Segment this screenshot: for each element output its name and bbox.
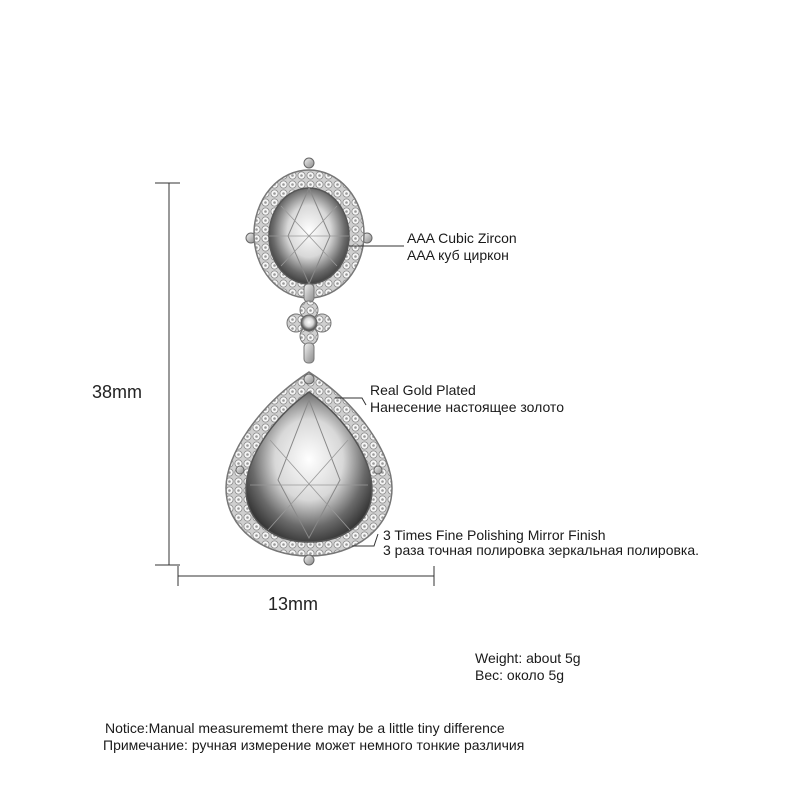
weight-label-en: Weight: about 5g — [475, 650, 581, 666]
gold-label-ru: Нанесение настоящее золото — [370, 399, 564, 415]
notice-text-en: Notice:Manual measurememt there may be a little tiny difference — [105, 720, 505, 736]
width-dimension-label: 13mm — [268, 594, 319, 614]
width-dimension-line — [178, 566, 434, 586]
zircon-label-ru: AAA куб циркон — [407, 247, 509, 263]
polish-label-ru: 3 раза точная полировка зеркальная полировка. — [383, 542, 700, 558]
notice-text-ru: Примечание: ручная измерение может немного тонкие различия — [103, 737, 525, 753]
gold-label-en: Real Gold Plated — [370, 382, 476, 398]
weight-label-ru: Вес: около 5g — [475, 667, 565, 683]
zircon-label-en: AAA Cubic Zircon — [407, 230, 517, 246]
polish-label-en: 3 Times Fine Polishing Mirror Finish — [383, 527, 606, 543]
teardrop-stone — [226, 372, 392, 565]
height-dimension-label: 38mm — [92, 382, 143, 402]
height-dimension-line — [155, 183, 180, 565]
